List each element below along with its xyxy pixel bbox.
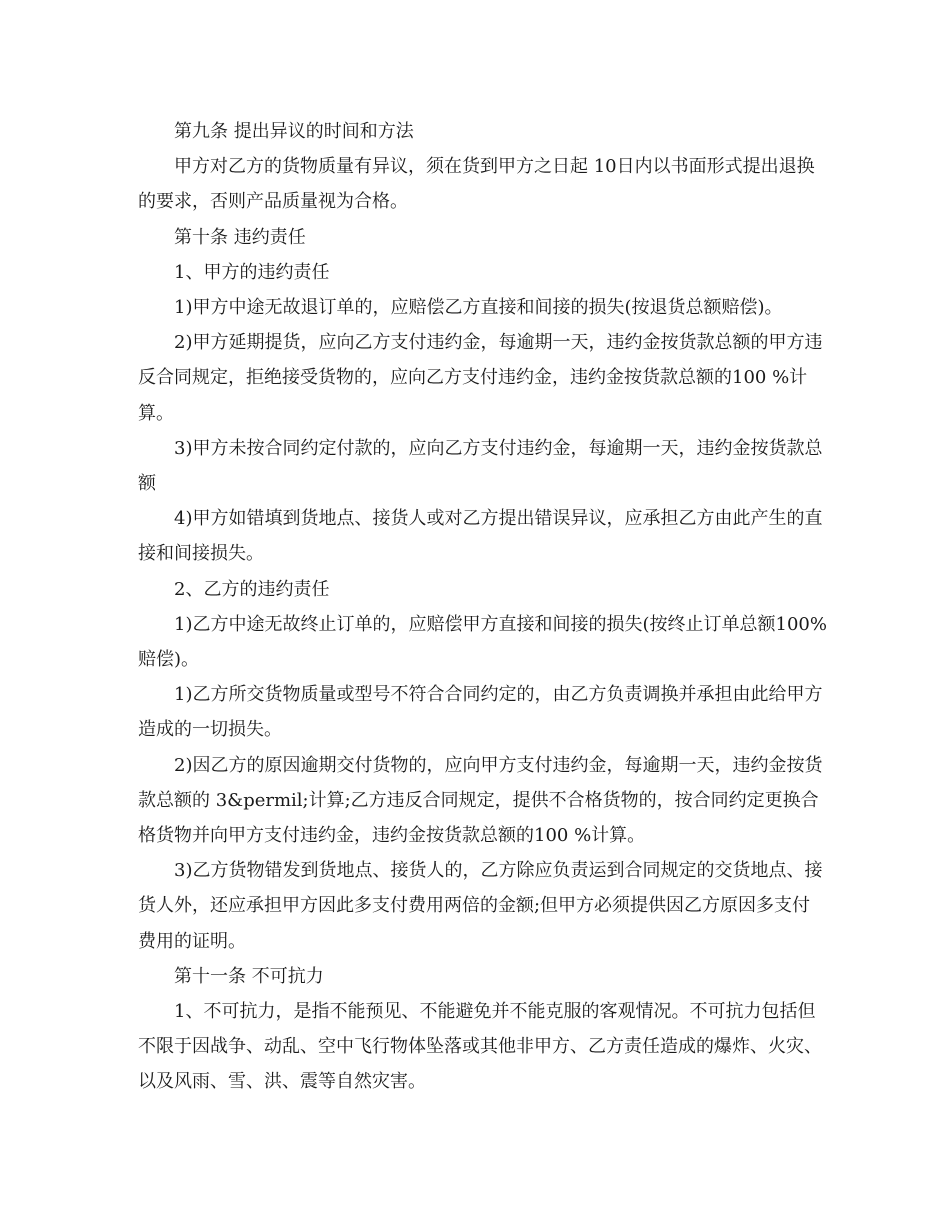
document-page xyxy=(138,114,828,1100)
paragraph: 甲方对乙方的货物质量有异议，须在货到甲方之日起 10日内以书面形式提出退换的要求，否则产品质量视为合格。 xyxy=(138,156,815,213)
section-party-b-heading: 2、乙方的违约责任 xyxy=(174,578,330,600)
paragraph: 2)甲方延期提货，应向乙方支付违约金，每逾期一天，违约金按货款总额的甲方违反合同规定，拒绝接受货物的，应向乙方支付违约金，违约金按货款总额的100 %计算。 xyxy=(138,332,823,424)
article-9-heading: 第九条 提出异议的时间和方法 xyxy=(174,121,414,142)
article-11-heading: 第十一条 不可抗力 xyxy=(174,965,324,987)
paragraph: 1)乙方中途无故终止订单的，应赔偿甲方直接和间接的损失(按终止订单总额100%赔偿)。 xyxy=(138,613,827,671)
paragraph: 2)因乙方的原因逾期交付货物的，应向甲方支付违约金，每逾期一天，违约金按货款总额的 3&permil;计算;乙方违反合同规定，提供不合格货物的，按合同约定更换合格货物并向甲方支付违约金，违约金按货款总额的100 %计算。 xyxy=(138,754,823,847)
paragraph: 3)甲方未按合同约定付款的，应向乙方支付违约金，每逾期一天，违约金按货款总额 xyxy=(138,437,823,495)
paragraph: 4)甲方如错填到货地点、接货人或对乙方提出错误异议，应承担乙方由此产生的直接和间接损失。 xyxy=(138,508,823,565)
paragraph: 1)甲方中途无故退订单的，应赔偿乙方直接和间接的损失(按退货总额赔偿)。 xyxy=(174,297,783,319)
paragraph: 1)乙方所交货物质量或型号不符合合同约定的，由乙方负责调换并承担由此给甲方造成的一切损失。 xyxy=(138,684,823,741)
article-10-heading: 第十条 违约责任 xyxy=(174,226,306,248)
paragraph: 1、不可抗力，是指不能预见、不能避免并不能克服的客观情况。不可抗力包括但不限于因战争、动乱、空中飞行物体坠落或其他非甲方、乙方责任造成的爆炸、火灾、以及风雨、雪、洪、震等自然灾害。 xyxy=(138,1001,822,1093)
section-party-a-heading: 1、甲方的违约责任 xyxy=(174,261,330,283)
paragraph: 3)乙方货物错发到货地点、接货人的，乙方除应负责运到合同规定的交货地点、接货人外，还应承担甲方因此多支付费用两倍的金额;但甲方必须提供因乙方原因多支付费用的证明。 xyxy=(138,860,823,952)
